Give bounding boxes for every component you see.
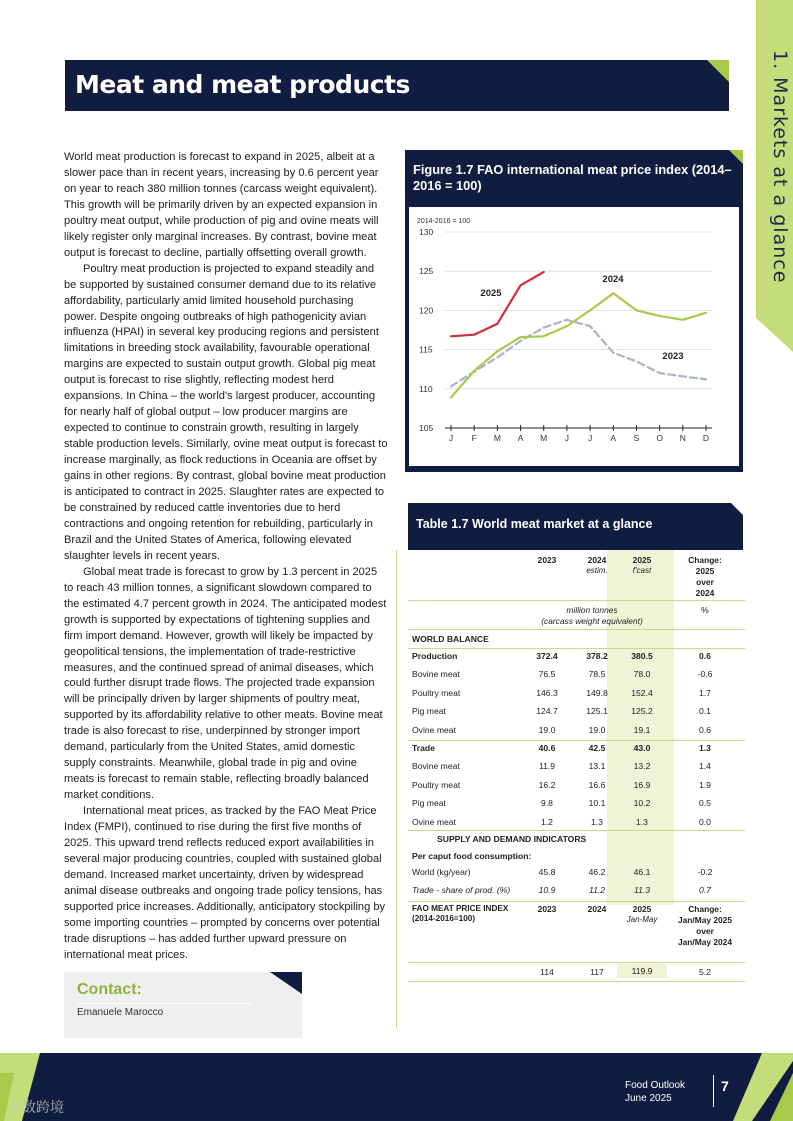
table-rule [408,740,745,741]
table-cell: 0.0 [699,817,711,827]
title-corner-accent [707,60,729,82]
table-cell: 124.7 [536,706,558,716]
col-header-2025: 2025 [632,555,652,565]
table-cell: 146.3 [536,688,558,698]
table-cell: 19.0 [588,725,606,735]
price-value-change: 5.2 [699,967,711,977]
watermark: 大数跨境 [8,1099,64,1115]
table-row-label: Poultry meat [412,780,461,790]
price-index-label-sub: (2014-2016=100) [412,914,476,923]
table-cell: 0.5 [699,798,711,808]
series-line-2025 [451,272,544,336]
units-percent: % [701,605,709,615]
y-tick-label: 125 [419,266,434,277]
x-tick-label: N [679,433,686,443]
figure-box [405,150,743,472]
price-value-2025: 119.9 [617,964,667,978]
figure-title: Figure 1.7 FAO international meat price index (2014–2016 = 100) [413,162,732,193]
table-cell: 45.8 [538,867,556,877]
table-cell: 1.3 [699,743,711,753]
x-tick-label: A [610,433,617,443]
page-number: 7 [721,1078,729,1094]
page-title: Meat and meat products [75,70,410,99]
units-label: million tonnes [566,605,618,615]
supply-demand-heading: SUPPLY AND DEMAND INDICATORS [437,834,587,844]
table-row-label: Pig meat [412,706,446,716]
table-cell: 0.6 [699,725,711,735]
col-header-change-l1: Change: [688,555,722,565]
page-footer [0,1053,793,1121]
table-rule [408,629,745,630]
table-cell: 46.1 [633,867,651,877]
contact-corner-accent [270,972,302,994]
table-cell: 1.7 [699,688,711,698]
per-caput-heading: Per caput food consumption: [412,851,532,861]
contact-divider [77,1003,253,1004]
col-header-2024: 2024 [587,555,607,565]
table-divider-vertical [396,550,397,1028]
table-rule [408,981,745,982]
table-cell: 13.2 [633,761,651,771]
body-paragraph: Global meat trade is forecast to grow by 1.3 percent in 2025 to reach 43 million tonnes, a significant slowdown compared to the estimated 4.7 percent growth in 2024. The anticipated modest growth is supported by expectations of tightening supplies and firm import demand. However, growth will likely be impacted by geopolitical tensions, the implementation of trade-restrictive measures, and the continued spread of animal diseases, which could further disrupt trade flows. The projected trade expansion will be principally driven by larger shipments of poultry meat, supported by its affordability relative to other meats. Bovine meat trade is also forecast to rise, underpinned by stronger import demand, particularly from the United States, amid domestic supply constraints. Meanwhile, global trade in pig and ovine meats is forecast to remain stable, reflecting broadly balanced market conditions. [64,565,387,802]
table-cell: 152.4 [631,688,653,698]
x-tick-label: A [517,433,524,443]
table-row-label: Trade [412,743,435,753]
table-row-label: Production [412,651,458,661]
y-tick-label: 105 [419,423,434,433]
x-tick-label: O [656,433,663,443]
table-cell: 125.1 [586,706,608,716]
table-corner-accent [731,503,743,515]
table-cell: 43.0 [633,743,651,753]
table-cell: 78.5 [588,669,606,679]
world-balance-heading: WORLD BALANCE [412,634,489,644]
table-rule [408,901,745,902]
table-rule [408,830,745,831]
table-rule [408,648,745,649]
table-cell: 16.9 [633,780,651,790]
series-label-2025: 2025 [480,288,502,299]
price-index-chart [409,207,739,466]
table-cell: 9.8 [541,798,553,808]
table-cell: 19.1 [633,725,651,735]
x-tick-label: J [448,433,454,443]
x-tick-label: J [587,433,593,443]
body-paragraph: World meat production is forecast to expand in 2025, albeit at a slower pace than in recent years, increasing by 0.6 percent year on year to reach 380 million tonnes (carcass weight equivalent). This growth will be primarily driven by an expected expansion in poultry meat output, while production of pig and ovine meats will likely register only marginal increases. By contrast, bovine meat output is forecast to decline, partially offsetting overall growth. [64,151,379,259]
y-tick-label: 110 [419,383,433,394]
x-tick-label: M [540,433,548,443]
series-label-2023: 2023 [662,351,684,362]
table-cell: 380.5 [631,651,653,661]
table-cell: 1.4 [699,761,711,771]
col-header-2025-sub: f'cast [632,566,652,575]
table-row-label: Ovine meat [412,725,456,735]
table-cell: 16.2 [538,780,556,790]
table-cell: 42.5 [588,743,606,753]
table-cell: 1.9 [699,780,711,790]
table-cell: 0.7 [699,885,711,895]
footer-divider [713,1075,714,1107]
table-cell: 10.9 [538,885,556,895]
body-paragraph: Poultry meat production is projected to expand steadily and be supported by sustained consumer demand due to its relative affordability, particularly amid limited household purchasing power. Despite ongoing outbreaks of high pathogenicity avian influenza (HPAI) in several key producing regions and persistent limitations in breeding stock availability, favourable operational margins are expected to sustain output growth. Global pig meat output is forecast to rise slightly, reflecting modest herd expansions. In China – the world's largest producer, accounting for nearly half of global output – low producer margins are expected to continue to constrain growth, resulting in largely stable production levels. Similarly, ovine meat output is forecast to increase marginally, as flock reductions in Oceania are offset by gains in other regions. By contrast, global bovine meat production is anticipated to contract in 2025. Slaughter rates are expected to be constrained by reduced cattle inventories due to herd contractions and ongoing retention for rebuilding, particularly in Brazil and the United States of America, following elevated slaughter levels in recent years. [64,262,388,562]
table-cell: 1.3 [591,817,603,827]
table-cell: 76.5 [538,669,556,679]
table-cell: 11.2 [588,885,606,895]
section-title-banner [65,60,729,111]
price-change-l4: Jan/May 2024 [677,937,732,947]
price-header-2025-sub: Jan-May [626,915,658,924]
price-value-2023: 114 [540,967,554,977]
table-cell: 125.2 [631,706,653,716]
table-cell: 13.1 [588,761,606,771]
body-paragraph: International meat prices, as tracked by the FAO Meat Price Index (FMPI), continued to rise during the first five months of 2025. This upward trend reflects reduced export availabilities in several major producing countries, coupled with sustained global demand. Increased market uncertainty, driven by widespread animal disease outbreaks and ongoing trade policy tensions, has supported price increases. Additionally, anticipatory stockpiling by some importing countries – prompted by concerns over potential trade disruptions – has added further upward pressure on international meat prices. [64,805,386,961]
contact-name: Emanuele Marocco [77,1007,164,1018]
table-cell: 10.2 [633,798,651,808]
table-cell: -0.2 [697,867,713,877]
y-tick-label: 120 [419,305,434,316]
price-header-2025: 2025 [632,904,652,914]
series-label-2024: 2024 [602,274,624,285]
table-title: Table 1.7 World meat market at a glance [416,517,653,531]
table-cell: -0.6 [697,669,713,679]
series-line-2024 [451,293,706,397]
footer-publication-title: Food Outlook [625,1080,686,1091]
y-axis-label: 2014-2016 = 100 [417,218,471,225]
price-change-l2: Jan/May 2025 [677,915,732,925]
table-row-label: Bovine meat [412,761,460,771]
table-cell: 1.3 [636,817,648,827]
price-value-2024: 117 [590,967,604,977]
table-cell: 0.6 [699,651,711,661]
price-change-l3: over [696,926,714,936]
table-cell: 19.0 [538,725,556,735]
table-row-label: Pig meat [412,798,446,808]
section-side-tab [756,0,793,352]
table-rule [408,962,745,963]
x-tick-label: S [633,433,640,443]
x-tick-label: F [471,433,477,443]
contact-box [64,972,302,1038]
chart-panel [409,207,739,466]
side-tab-label: 1. Markets at a glance [769,50,791,284]
table-cell: 40.6 [538,743,556,753]
y-tick-label: 115 [419,344,433,355]
table-row-label: Ovine meat [412,817,456,827]
table-cell: 378.2 [586,651,608,661]
col-header-change-l3: over [696,577,714,587]
table-cell: 11.9 [538,761,556,771]
col-header-2023: 2023 [537,555,557,565]
col-header-2024-sub: estim. [586,566,608,575]
table-cell: 11.3 [633,885,651,895]
table-rule [408,600,745,601]
col-header-change-l4: 2024 [695,588,715,598]
price-header-2024: 2024 [587,904,607,914]
footer-publication [625,1079,685,1105]
table-row-label: Trade - share of prod. (%) [412,885,511,895]
price-change-l1: Change: [688,904,722,914]
table-cell: 0.1 [699,706,711,716]
x-tick-label: D [702,433,710,443]
table-cell: 78.0 [633,669,651,679]
table-cell: 149.8 [586,688,608,698]
body-text [64,150,388,964]
table-header [408,503,743,550]
table-row-label: Bovine meat [412,669,460,679]
table-cell: 10.1 [588,798,606,808]
table-row-label: Poultry meat [412,688,461,698]
table-cell: 16.6 [588,780,606,790]
col-header-change-l2: 2025 [695,566,715,576]
table-cell: 1.2 [541,817,553,827]
contact-title: Contact: [77,981,142,998]
footer-publication-date: June 2025 [625,1093,672,1104]
price-index-label: FAO MEAT PRICE INDEX [412,904,509,913]
x-tick-label: M [493,433,501,443]
x-tick-label: J [564,433,570,443]
y-tick-label: 130 [419,227,434,237]
table-cell: 372.4 [536,651,558,661]
table-row-label: World (kg/year) [412,867,471,877]
units-label-sub: (carcass weight equivalent) [541,616,643,626]
table-cell: 46.2 [588,867,606,877]
price-header-2023: 2023 [537,904,557,914]
